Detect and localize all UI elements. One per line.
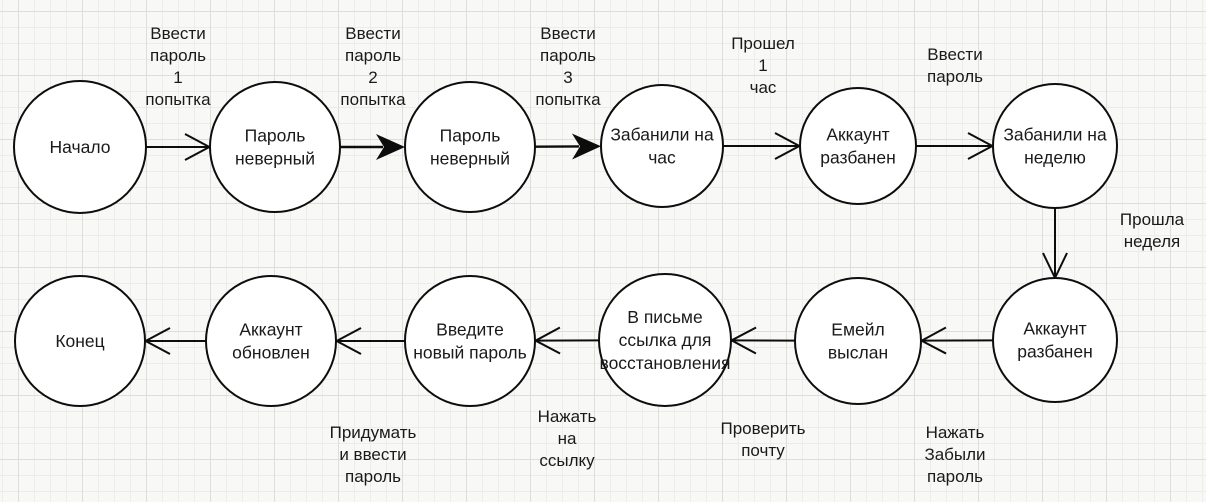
state-node-end[interactable] xyxy=(15,276,145,406)
state-node-enter-new-password[interactable] xyxy=(405,276,535,406)
state-node-account-unbanned-top[interactable] xyxy=(800,88,916,204)
edge-label: Прошла неделя xyxy=(1119,210,1185,251)
edge-label: Ввести пароль 2 попытка xyxy=(340,24,406,109)
edge-label: Прошел 1 час xyxy=(731,34,795,97)
node-circle xyxy=(210,82,340,212)
state-node-account-unbanned-bottom[interactable] xyxy=(993,278,1117,402)
transition-newpass-to-updated[interactable] xyxy=(330,328,417,486)
node-label: В письме ссылка для восстановления xyxy=(599,307,731,373)
transition-updated-to-end[interactable] xyxy=(140,328,206,354)
transition-wrong2-to-banhour[interactable] xyxy=(535,24,601,160)
node-circle xyxy=(993,84,1117,208)
node-label: Начало xyxy=(49,137,111,157)
node-label: Введите новый пароль xyxy=(413,319,527,363)
node-circle xyxy=(405,82,535,212)
edge-label: Нажать на ссылку xyxy=(537,407,597,470)
node-circle xyxy=(601,85,723,207)
node-circle xyxy=(795,278,921,404)
transition-banweek-to-unban2[interactable] xyxy=(1043,208,1185,280)
node-label: Забанили на неделю xyxy=(1003,124,1107,168)
node-label: Пароль неверный xyxy=(430,125,510,169)
node-circle xyxy=(993,278,1117,402)
state-node-banned-week[interactable] xyxy=(993,84,1117,208)
state-node-account-updated[interactable] xyxy=(206,276,336,406)
state-node-email-sent[interactable] xyxy=(795,278,921,404)
edge-label: Нажать Забыли пароль xyxy=(924,423,986,486)
transition-wrong1-to-wrong2[interactable] xyxy=(340,24,406,160)
edge-label: Придумать и ввести пароль xyxy=(329,423,417,486)
node-label: Аккаунт обновлен xyxy=(232,319,310,363)
transition-link-to-newpass[interactable] xyxy=(530,328,599,470)
edge-label: Ввести пароль 1 попытка xyxy=(145,24,211,109)
transition-email-to-link[interactable] xyxy=(720,327,805,460)
node-circle xyxy=(206,276,336,406)
state-node-start[interactable] xyxy=(14,81,146,213)
node-label: Аккаунт разбанен xyxy=(1017,318,1093,362)
state-node-email-link[interactable] xyxy=(599,274,731,406)
edge-label: Проверить почту xyxy=(720,419,806,460)
node-circle xyxy=(800,88,916,204)
node-label: Аккаунт разбанен xyxy=(820,124,896,168)
node-label: Пароль неверный xyxy=(235,125,315,169)
node-label: Забанили на час xyxy=(610,124,714,168)
state-node-banned-hour[interactable] xyxy=(601,85,723,207)
edge-label: Ввести пароль xyxy=(927,45,983,86)
state-node-wrong-password-1[interactable] xyxy=(210,82,340,212)
node-circle xyxy=(405,276,535,406)
node-label: Емейл выслан xyxy=(827,319,889,363)
transition-banhour-to-unban[interactable] xyxy=(723,34,805,159)
node-label: Конец xyxy=(55,331,105,351)
edge-label: Ввести пароль 3 попытка xyxy=(535,24,601,109)
transition-unban2-to-email[interactable] xyxy=(916,328,993,486)
transition-start-to-wrong1[interactable] xyxy=(145,24,215,160)
state-node-wrong-password-2[interactable] xyxy=(405,82,535,212)
transition-unban-to-banweek[interactable] xyxy=(916,45,998,159)
